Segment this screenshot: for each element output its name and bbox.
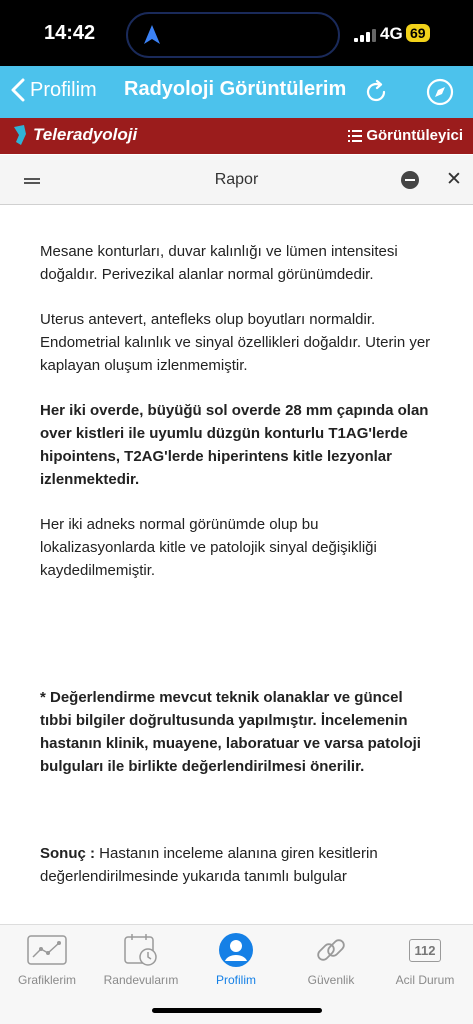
report-paragraph: Uterus antevert, antefleks olup boyutları normaldir. Endometrial kalınlık ve sinyal özellikleri doğaldır. Uterin yer kaplayan oluşum izlenmemiştir. [40, 311, 431, 374]
brand-logo [10, 124, 137, 146]
tab-label: Acil Durum [395, 973, 455, 987]
back-button[interactable] [10, 78, 97, 102]
tab-label: Grafiklerim [17, 973, 76, 987]
navigation-arrow-icon [142, 24, 162, 46]
minimize-icon[interactable] [401, 171, 419, 189]
chart-icon [27, 935, 67, 965]
brand-name: Teleradyoloji [33, 125, 138, 144]
emergency-112-icon: 112 [409, 939, 442, 962]
report-panel-header [0, 155, 473, 205]
report-paragraph: Her iki adneks normal görünümde olup bu lokalizasyonlarda kitle ve patolojik sinyal değişikliği kaydedilmemiştir. [40, 516, 377, 579]
panel-title: Rapor [214, 171, 259, 188]
app-header [0, 66, 473, 118]
page-title: Radyoloji Görüntülerim [124, 78, 347, 100]
report-finding: Her iki overde, büyüğü sol overde 28 mm çapında olan over kistleri ile uyumlu düzgün konturlu T1AG'lerde hipointens, T2AG'lerde hiperintens kitle lezyonlar izlenmektedir. [40, 402, 429, 488]
status-bar [0, 0, 473, 66]
close-icon[interactable]: ✕ [446, 169, 462, 190]
viewer-label: Görüntüleyici [366, 127, 463, 144]
status-time: 14:42 [44, 22, 96, 44]
report-disclaimer: * Değerlendirme mevcut teknik olanaklar ve güncel tıbbi bilgiler doğrultusunda yapılmıştır. İncelemenin hastanın klinik, muayene, laboratuar ve varsa patoloji bulguları ile birlikte değerlendirilmesi önerilir. [40, 689, 421, 775]
dynamic-island [126, 12, 340, 58]
conclusion-label: Sonuç : [40, 845, 95, 862]
tab-label: Randevularım [103, 973, 179, 987]
compass-icon[interactable] [426, 78, 454, 106]
tab-profilim[interactable] [189, 931, 283, 987]
home-indicator [152, 1008, 322, 1013]
signal-icon [354, 28, 376, 42]
list-icon [348, 130, 362, 142]
tab-grafiklerim[interactable] [0, 931, 94, 987]
calendar-icon [123, 932, 159, 968]
conclusion-text: Hastanın inceleme alanına giren kesitlerin değerlendirilmesinde yukarıda tanımlı bulgular [40, 845, 378, 885]
report-content [0, 206, 473, 924]
tab-label: Profilim [215, 973, 256, 987]
teleradyoloji-logo-icon [10, 124, 30, 146]
tab-acil-durum[interactable] [378, 931, 472, 987]
battery-indicator: 69 [406, 24, 430, 42]
report-conclusion [40, 842, 433, 888]
network-type: 4G [380, 24, 403, 43]
viewer-button[interactable] [348, 127, 463, 144]
profile-icon [218, 932, 254, 968]
tab-randevularim[interactable] [94, 931, 188, 987]
back-label: Profilim [30, 78, 97, 101]
refresh-icon[interactable] [362, 78, 390, 106]
tab-guvenlik[interactable] [284, 931, 378, 987]
chevron-left-icon [10, 78, 26, 102]
brand-bar [0, 118, 473, 154]
report-paragraph: Mesane konturları, duvar kalınlığı ve lümen intensitesi doğaldır. Perivezikal alanlar normal görünümdedir. [40, 243, 398, 283]
tab-label: Güvenlik [307, 973, 355, 987]
link-icon [313, 932, 349, 968]
